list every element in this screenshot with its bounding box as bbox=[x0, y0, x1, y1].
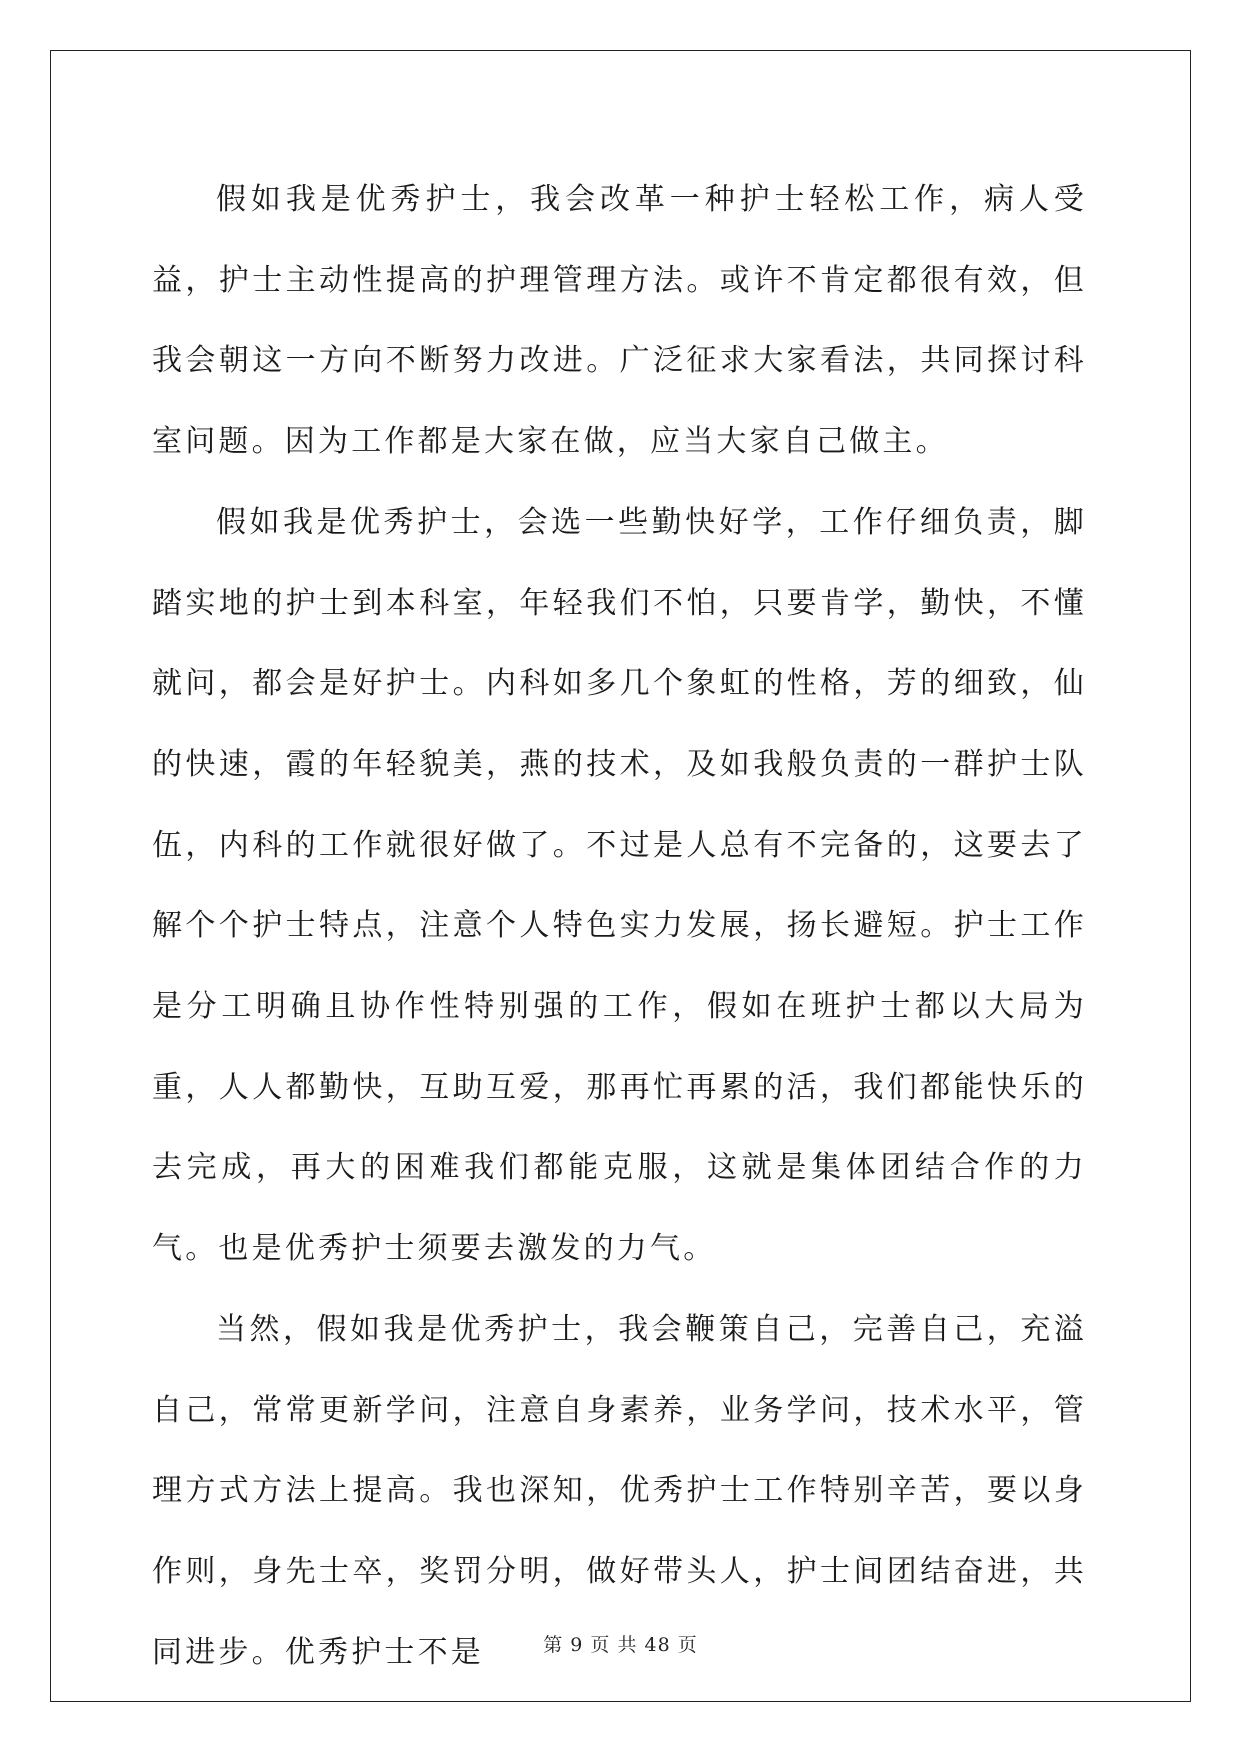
document-body bbox=[152, 160, 1087, 1693]
paragraph-1: 假如我是优秀护士，我会改革一种护士轻松工作，病人受益，护士主动性提高的护理管理方法。或许不肯定都很有效，但我会朝这一方向不断努力改进。广泛征求大家看法，共同探讨科室问题。因为工作都是大家在做，应当大家自己做主。 bbox=[152, 182, 1087, 460]
paragraph-3: 当然，假如我是优秀护士，我会鞭策自己，完善自己，充溢自己，常常更新学问，注意自身素养，业务学问，技术水平，管理方式方法上提高。我也深知，优秀护士工作特别辛苦，要以身作则，身先士卒，奖罚分明，做好带头人，护士间团结奋进，共同进步。优秀护士不是 bbox=[152, 1311, 1087, 1670]
page-number-footer: 第 9 页 共 48 页 bbox=[543, 1634, 698, 1656]
paragraph-2: 假如我是优秀护士，会选一些勤快好学，工作仔细负责，脚踏实地的护士到本科室，年轻我们不怕，只要肯学，勤快，不懂就问，都会是好护士。内科如多几个象虹的性格，芳的细致，仙的快速，霞的年轻貌美，燕的技术，及如我般负责的一群护士队伍，内科的工作就很好做了。不过是人总有不完备的，这要去了解个个护士特点，注意个人特色实力发展，扬长避短。护士工作是分工明确且协作性特别强的工作，假如在班护士都以大局为重，人人都勤快，互助互爱，那再忙再累的活，我们都能快乐的去完成，再大的困难我们都能克服，这就是集体团结合作的力气。也是优秀护士须要去激发的力气。 bbox=[152, 504, 1087, 1267]
